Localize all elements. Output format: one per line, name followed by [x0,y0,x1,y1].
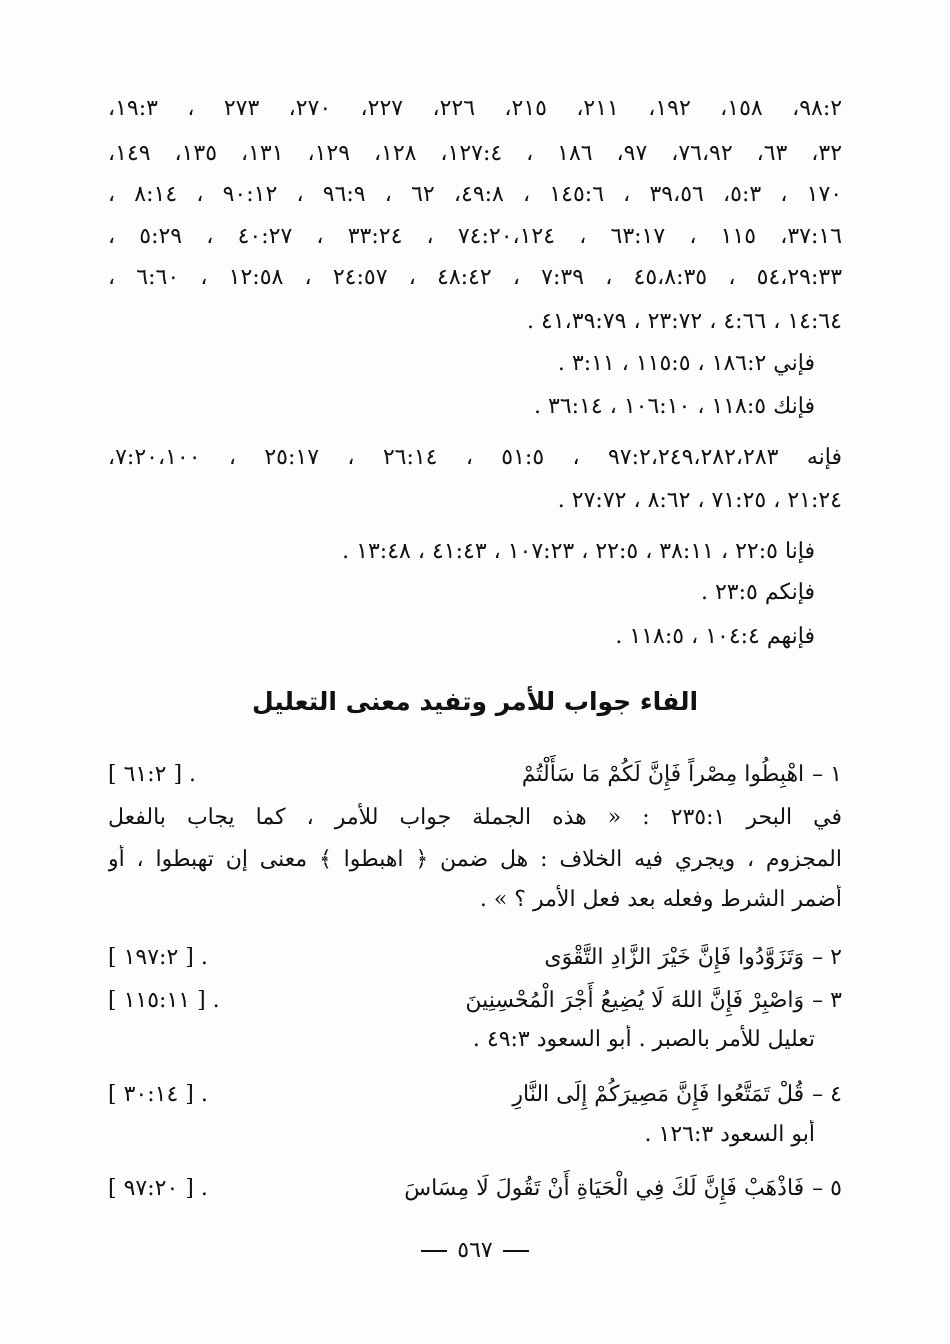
verse-reference: [ ٣٠:١٤ ] . [108,1082,208,1107]
verse-number: ٥ – [812,1176,842,1201]
verse-number: ٢ – [812,945,842,970]
fa-entry-inna: فإنا ٢٢:٥ ، ٣٨:١١ ، ٢٢:٥ ، ١٠٧:٢٣ ، ٤١:٤٣ ، ١٣:٤٨ . [342,539,815,564]
fa-entry-innaka: فإنك ١١٨:٥ ، ١٠٦:١٠ ، ٣٦:١٤ . [534,394,815,419]
verse-quote: وَتَزَوَّدُوا فَإِنَّ خَيْرَ الزَّادِ التَّقْوَى [544,945,805,970]
reference-line: ٣٧:١٦، ١١٥ ، ٦٣:١٧ ، ٧٤:٢٠،١٢٤ ، ٣٣:٢٤ ، ٤٠:٢٧ ، ٥:٢٩ ، [108,224,842,249]
verse-row [108,941,842,975]
verse-text [522,758,842,792]
verse-row [108,1172,842,1206]
reference-line: ٣٢، ٦٣، ٧٦،٩٢، ٩٧، ١٨٦ ، ١٢٧:٤، ١٢٨، ١٢٩، ١٣١، ١٣٥، ١٤٩، [108,141,842,166]
fa-entry-inni: فإني ١٨٦:٢ ، ١١٥:٥ ، ٣:١١ . [557,351,815,376]
reference-line: ١٧٠ ، ٥:٣، ٣٩،٥٦ ، ١٤٥:٦ ، ٤٩:٨، ٦٢ ، ٩٦:٩ ، ٩٠:١٢ ، ٨:١٤ ، [108,182,842,207]
commentary-line: أضمر الشرط وفعله بعد فعل الأمر ؟ » . [479,887,842,912]
verse-row [108,1078,842,1112]
reference-line: ٥٤،٢٩:٣٣ ، ٤٥،٨:٣٥ ، ٧:٣٩ ، ٤٨:٤٢ ، ٢٤:٥٧ ، ١٢:٥٨ ، ٦:٦٠ ، [108,265,842,290]
dash-decoration [421,1250,447,1252]
fa-entry-innakum: فإنكم ٢٣:٥ . [700,580,815,605]
verse-number: ٣ – [812,988,842,1013]
verse-quote: وَاصْبِرْ فَإِنَّ اللهَ لَا يُضِيعُ أَجْرَ الْمُحْسِنِينَ [465,988,805,1013]
reference-line: ١٤:٦٤ ، ٤:٦٦ ، ٢٣:٧٢ ، ٤١،٣٩:٧٩ . [527,309,842,334]
verse-row [108,758,842,792]
section-heading: الفاء جواب للأمر وتفيد معنى التعليل [251,687,699,716]
page-number [0,1236,950,1266]
verse-reference: [ ١١٥:١١ ] . [108,988,220,1013]
dash-decoration [503,1250,529,1252]
fa-entry-innahu-cont: ٢١:٢٤ ، ٧١:٢٥ ، ٨:٦٢ ، ٢٧:٧٢ . [557,488,842,513]
verse-quote: فَاذْهَبْ فَإِنَّ لَكَ فِي الْحَيَاةِ أَنْ تَقُولَ لَا مِسَاسَ [404,1176,805,1201]
verse-text [404,1172,842,1206]
fa-entry-innahu: فإنه ٩٧:٢،٢٤٩،٢٨٢،٢٨٣ ، ٥١:٥ ، ٢٦:١٤ ، ٢٥:١٧ ، ٧:٢٠،١٠٠، [108,445,842,470]
verse-quote: قُلْ تَمَتَّعُوا فَإِنَّ مَصِيرَكُمْ إِلَى النَّارِ [512,1082,805,1107]
verse-reference: [ ٦١:٢ ] . [108,762,197,787]
verse-number: ١ – [812,762,842,787]
verse-text [544,941,842,975]
verse-text [512,1078,842,1112]
note-line: تعليل للأمر بالصبر . أبو السعود ٤٩:٣ . [472,1027,815,1052]
verse-reference: [ ٩٧:٢٠ ] . [108,1176,208,1201]
commentary-line: في البحر ٢٣٥:١ : « هذه الجملة جواب للأمر ، كما يجاب بالفعل [108,805,842,830]
fa-entry-innahum: فإنهم ١٠٤:٤ ، ١١٨:٥ . [615,624,815,649]
verse-quote: اهْبِطُوا مِصْراً فَإِنَّ لَكُمْ مَا سَأَلْتُمْ [521,762,805,787]
verse-number: ٤ – [812,1082,842,1107]
verse-row [108,984,842,1018]
commentary-line: المجزوم ، ويجري فيه الخلاف : هل ضمن ﴿ اهبطوا ﴾ معنى إن تهبطوا ، أو [108,847,842,872]
reference-line: ٩٨:٢، ١٥٨، ١٩٢، ٢١١، ٢١٥، ٢٢٦، ٢٢٧، ٢٧٠، ٢٧٣ ، ١٩:٣، [108,96,842,121]
verse-reference: [ ١٩٧:٢ ] . [108,945,208,970]
page-number-text: ٥٦٧ [457,1238,493,1263]
note-line: أبو السعود ١٢٦:٣ . [644,1122,815,1147]
verse-text [465,984,842,1018]
